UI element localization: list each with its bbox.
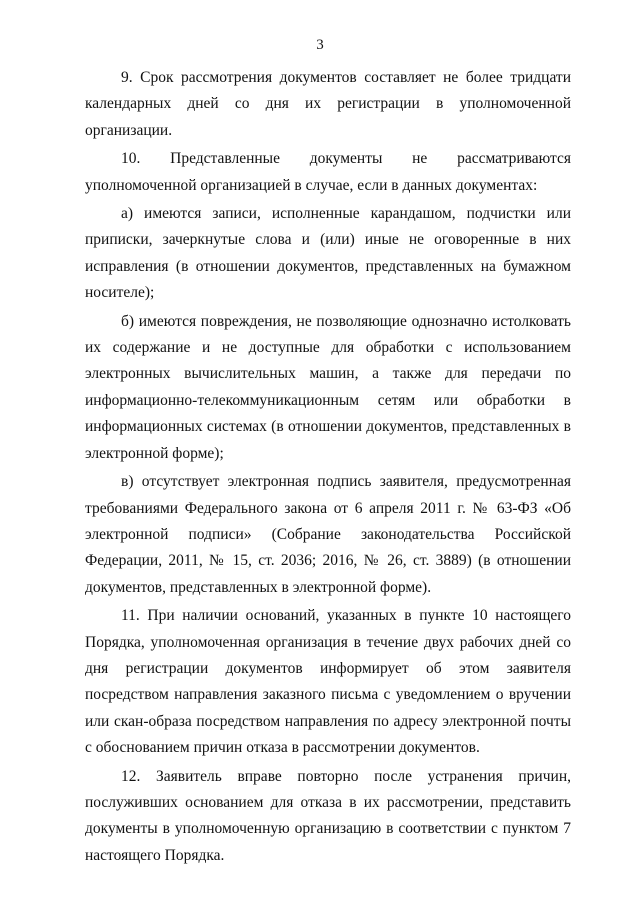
- subparagraph-a-pencil-records: а) имеются записи, исполненные карандашом, подчистки или приписки, зачеркнутые слова и (или) иные не оговоренные в них исправления (в отношении документов, представленных на бумажном носителе);: [85, 205, 571, 302]
- document-body: [85, 65, 571, 871]
- subparagraph-b-damage: б) имеются повреждения, не позволяющие однозначно истолковать их содержание и не доступные для обработки с использованием электронных вычислительных машин, а также для передачи по информационно-телекоммуникационным сетям или обработки в информационных системах (в отношении документов, представленных в электронной форме);: [85, 312, 571, 462]
- paragraph-9-review-period: 9. Срок рассмотрения документов составляет не более тридцати календарных дней со дня их регистрации в уполномоченной организации.: [85, 69, 571, 139]
- page-number: 3: [316, 37, 324, 53]
- subparagraph-c-missing-signature: в) отсутствует электронная подпись заявителя, предусмотренная требованиями Федерального закона от 6 апреля 2011 г. № 63-ФЗ «Об электронной подписи» (Собрание законодательства Российской Федерации, 2011, № 15, ст. 2036; 2016, № 26, ст. 3889) (в отношении документов, представленных в электронной форме).: [85, 473, 571, 596]
- paragraph-12-resubmission: 12. Заявитель вправе повторно после устранения причин, послуживших основанием для отказа в их рассмотрении, представить документы в уполномоченную организацию в соответствии с пунктом 7 настоящего Порядка.: [85, 767, 571, 864]
- paragraph-10-rejection-grounds: 10. Представленные документы не рассматриваются уполномоченной организацией в случае, если в данных документах:: [85, 150, 571, 194]
- paragraph-11-notification: 11. При наличии оснований, указанных в пункте 10 настоящего Порядка, уполномоченная организация в течение двух рабочих дней со дня регистрации документов информирует об этом заявителя посредством направления заказного письма с уведомлением о вручении или скан-образа посредством направления по адресу электронной почты с обоснованием причин отказа в рассмотрении документов.: [85, 607, 571, 757]
